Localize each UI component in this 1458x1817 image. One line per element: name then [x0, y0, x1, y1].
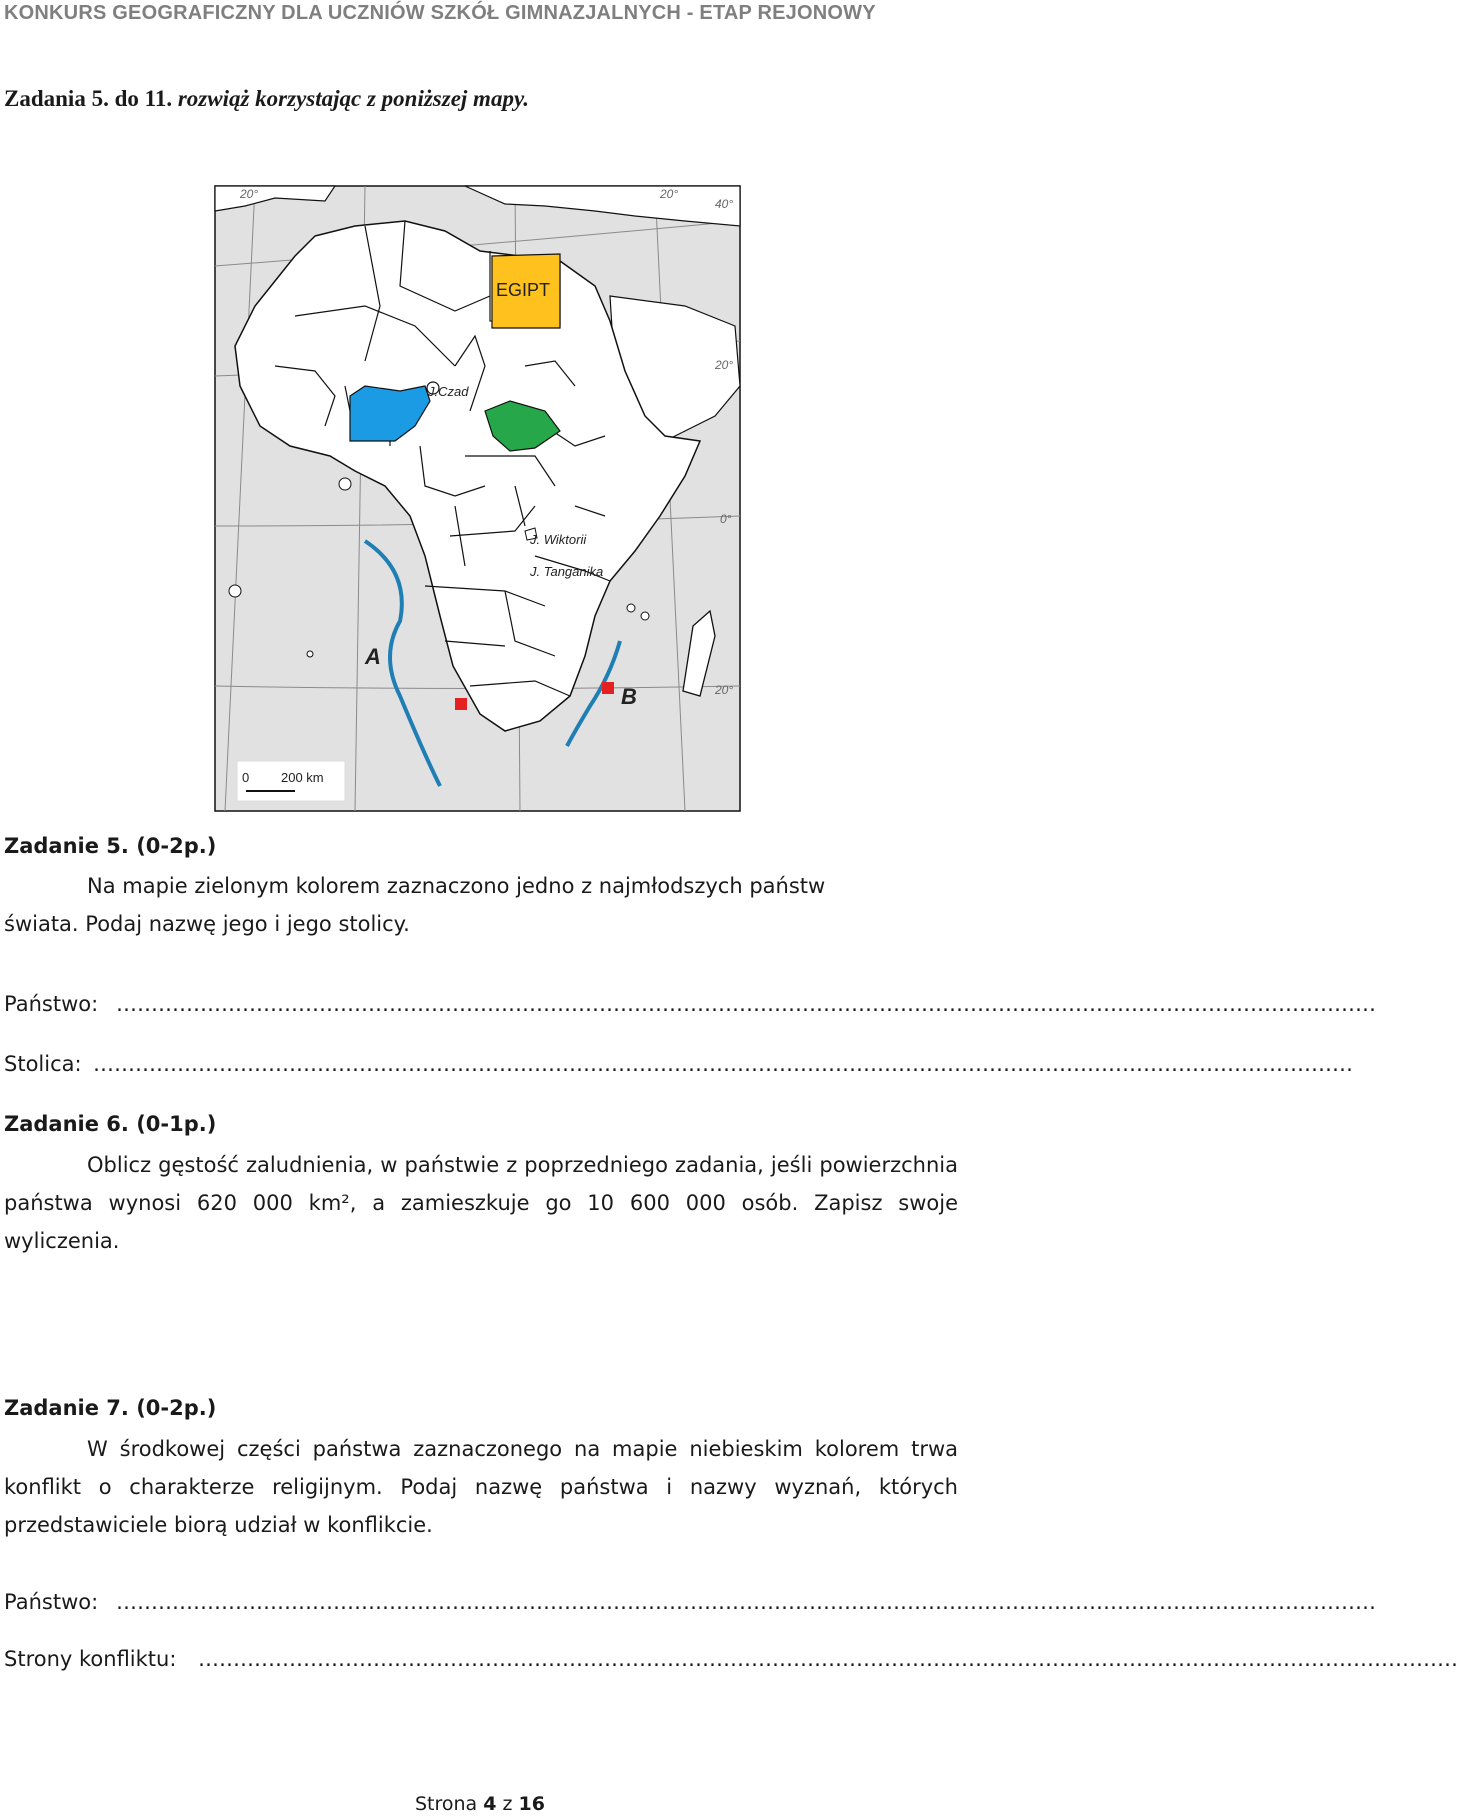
task7-sides-label: Strony konfliktu: [4, 1647, 177, 1671]
degree-20-right: 20° [715, 358, 734, 372]
current-a-label: A [365, 644, 381, 669]
degree-0-right: 0° [720, 512, 732, 526]
task6-title: Zadanie 6. (0-1p.) [4, 1112, 217, 1136]
intro-italic: rozwiąż korzystając z poniższej mapy. [177, 86, 530, 111]
task7-sides-field[interactable] [4, 1647, 176, 1671]
degree-20-bottom-right: 20° [715, 683, 734, 697]
scale-zero: 0 [242, 770, 250, 785]
task5-country-field[interactable] [4, 992, 98, 1016]
task7-country-dots: ……………………………………………………………………………………………………………………………………………………………… [116, 1590, 1376, 1614]
task5-title: Zadanie 5. (0-2p.) [4, 834, 217, 858]
degree-40-top-right: 40° [715, 197, 734, 211]
task7-sides-dots: ……………………………………………………………………………………………………………………………………………………………… [198, 1647, 1458, 1671]
footer-prefix: Strona [414, 1793, 484, 1815]
egypt-label: EGIPT [496, 280, 551, 300]
lake-tanganyika-label: J. Tanganika [530, 564, 604, 579]
task6-text: Oblicz gęstość zaludnienia, w państwie z poprzedniego zadania, jeśli powierzchnia państwa wynosi 620 000 km², a zamieszkuje go 10 600 000 osób. Zapisz swoje wyliczenia. [4, 1153, 958, 1253]
task5-capital-label: Stolica: [4, 1052, 82, 1076]
page-number [0, 1793, 960, 1815]
task5-capital-dots: ……………………………………………………………………………………………………………………………………………………………… [93, 1052, 1353, 1076]
task7-country-field[interactable] [4, 1590, 98, 1614]
lake-chad-label: J.Czad [428, 384, 469, 399]
contest-header: KONKURS GEOGRAFICZNY DLA UCZNIÓW SZKÓŁ GIMNAZJALNYCH - ETAP REJONOWY [4, 2, 876, 24]
task7-country-label: Państwo: [4, 1590, 99, 1614]
marker-west [455, 698, 467, 710]
task7-title: Zadanie 7. (0-2p.) [4, 1396, 217, 1420]
footer-page: 4 [483, 1793, 497, 1815]
current-b-label: B [621, 684, 637, 709]
task7-text: W środkowej części państwa zaznaczonego na mapie niebieskim kolorem trwa konflikt o charakterze religijnym. Podaj nazwę państwa i nazwy wyznań, których przedstawiciele biorą udział w konflikcie. [4, 1437, 958, 1537]
degree-20-top-left: 20° [240, 187, 259, 201]
lake-victoria-label: J. Wiktorii [530, 532, 587, 547]
marker-east [602, 682, 614, 694]
degree-20-top-right: 20° [660, 187, 679, 201]
footer-total: 16 [518, 1793, 545, 1815]
task5-country-dots: ……………………………………………………………………………………………………………………………………………………………… [116, 992, 1376, 1016]
intro-prefix: Zadania 5. do 11. [4, 86, 178, 111]
task5-line2: świata. Podaj nazwę jego i jego stolicy. [4, 912, 410, 936]
task5-capital-field[interactable] [4, 1052, 82, 1076]
task5-line1: Na mapie zielonym kolorem zaznaczono jedno z najmłodszych państw [87, 874, 826, 898]
footer-middle: z [496, 1793, 519, 1815]
intro-instruction [4, 86, 529, 112]
task5-country-label: Państwo: [4, 992, 99, 1016]
scale-km: 200 km [281, 770, 324, 785]
africa-map [215, 186, 740, 811]
